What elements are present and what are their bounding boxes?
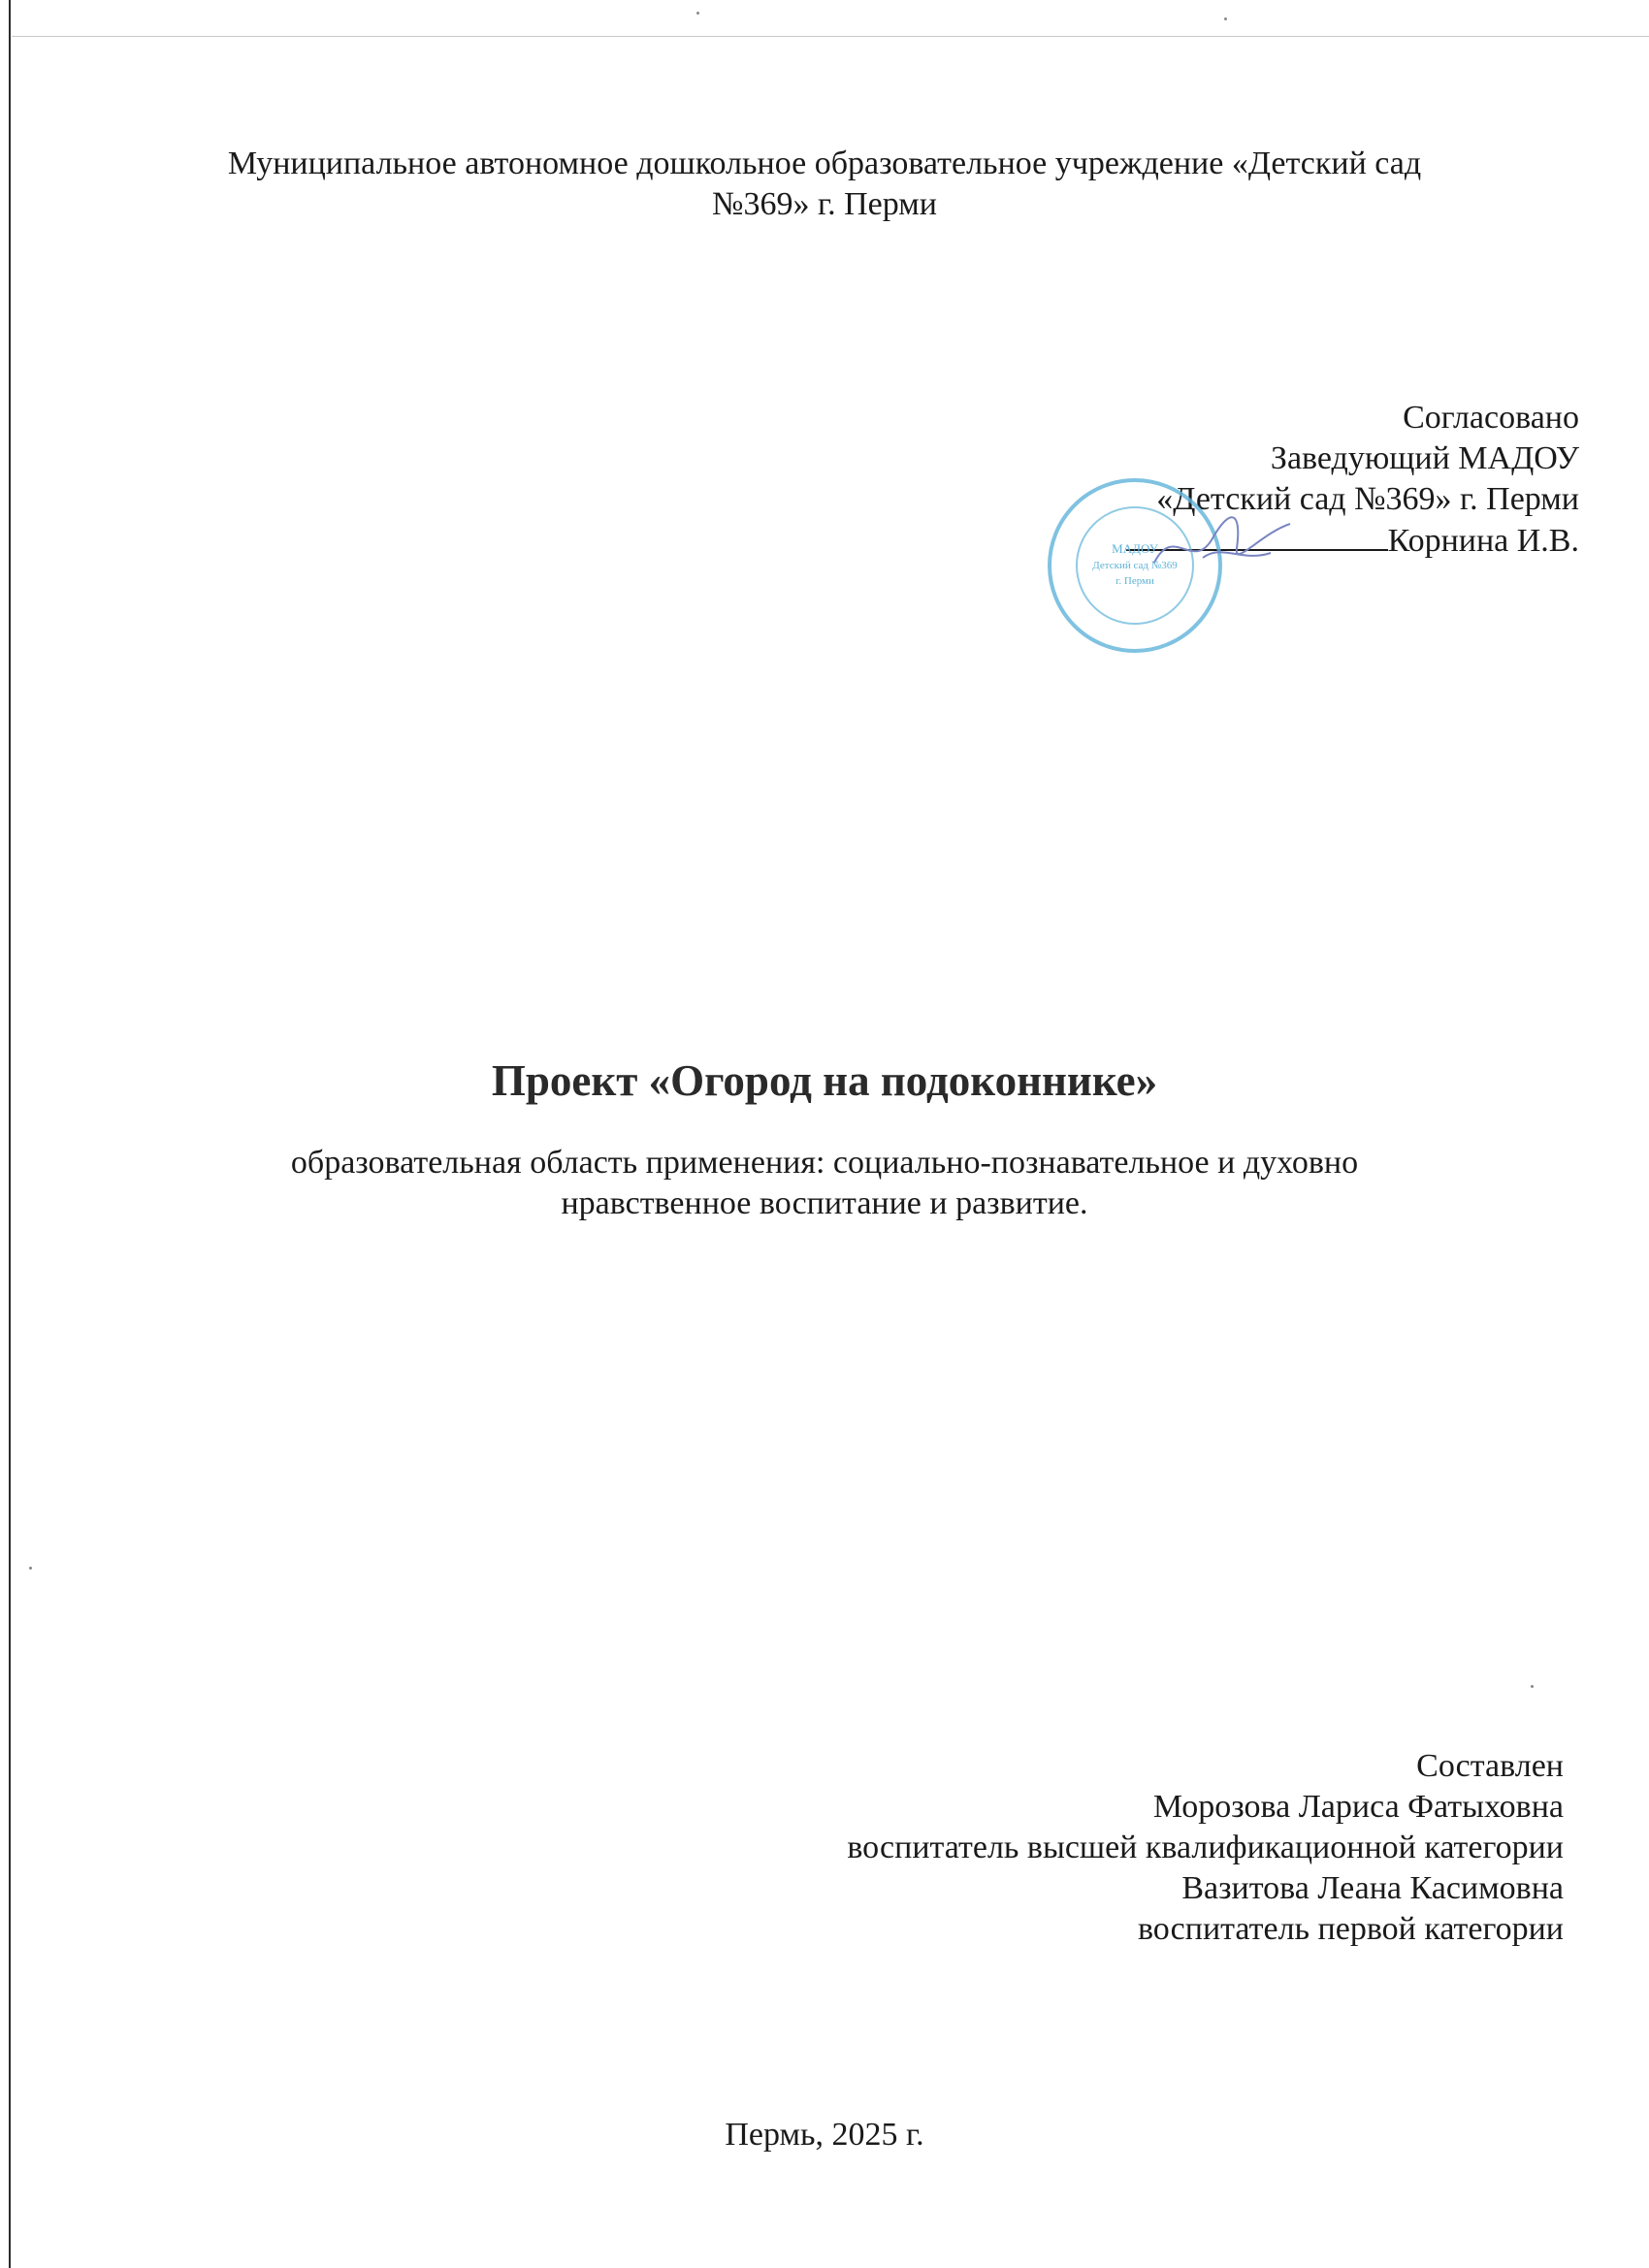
approval-position: Заведующий МАДОУ — [1270, 440, 1579, 476]
approval-heading: Согласовано — [1403, 400, 1579, 436]
scan-speck — [29, 1567, 32, 1570]
project-title: Проект «Огород на подоконнике» — [491, 1056, 1158, 1105]
place-year: Пермь, 2025 г. — [725, 2117, 924, 2153]
handwritten-signature — [1145, 504, 1300, 582]
scan-speck — [696, 12, 699, 15]
institution-line-1: Муниципальное автономное дошкольное образовательное учреждение «Детский сад — [227, 146, 1422, 181]
authors-block — [679, 1746, 1564, 1950]
approval-signer: Корнина И.В. — [1387, 523, 1579, 559]
author-2-role: воспитатель первой категории — [1137, 1911, 1564, 1947]
stamp-text-mid: Детский сад №369 — [1092, 560, 1178, 571]
project-area — [146, 1143, 1504, 1224]
stamp-text-bottom: г. Перми — [1116, 575, 1154, 587]
author-1-role: воспитатель высшей квалификационной категории — [847, 1830, 1564, 1865]
scan-speck — [1224, 17, 1227, 20]
institution-line-2: №369» г. Перми — [712, 186, 937, 222]
scan-edge-left — [9, 0, 11, 2268]
project-area-line-1: образовательная область применения: социально-познавательное и духовно — [290, 1145, 1359, 1181]
institution-header — [146, 144, 1504, 225]
approval-organization: «Детский сад №369» г. Перми — [1156, 481, 1579, 517]
author-1-name: Морозова Лариса Фатыховна — [1152, 1789, 1564, 1825]
scan-edge-top — [12, 36, 1649, 37]
project-area-line-2: нравственное воспитание и развитие. — [561, 1185, 1088, 1221]
stamp-text-top: МАДОУ — [1112, 541, 1158, 556]
authors-heading: Составлен — [1416, 1748, 1564, 1784]
scan-speck — [1531, 1685, 1534, 1688]
author-2-name: Вазитова Леана Касимовна — [1181, 1870, 1564, 1906]
